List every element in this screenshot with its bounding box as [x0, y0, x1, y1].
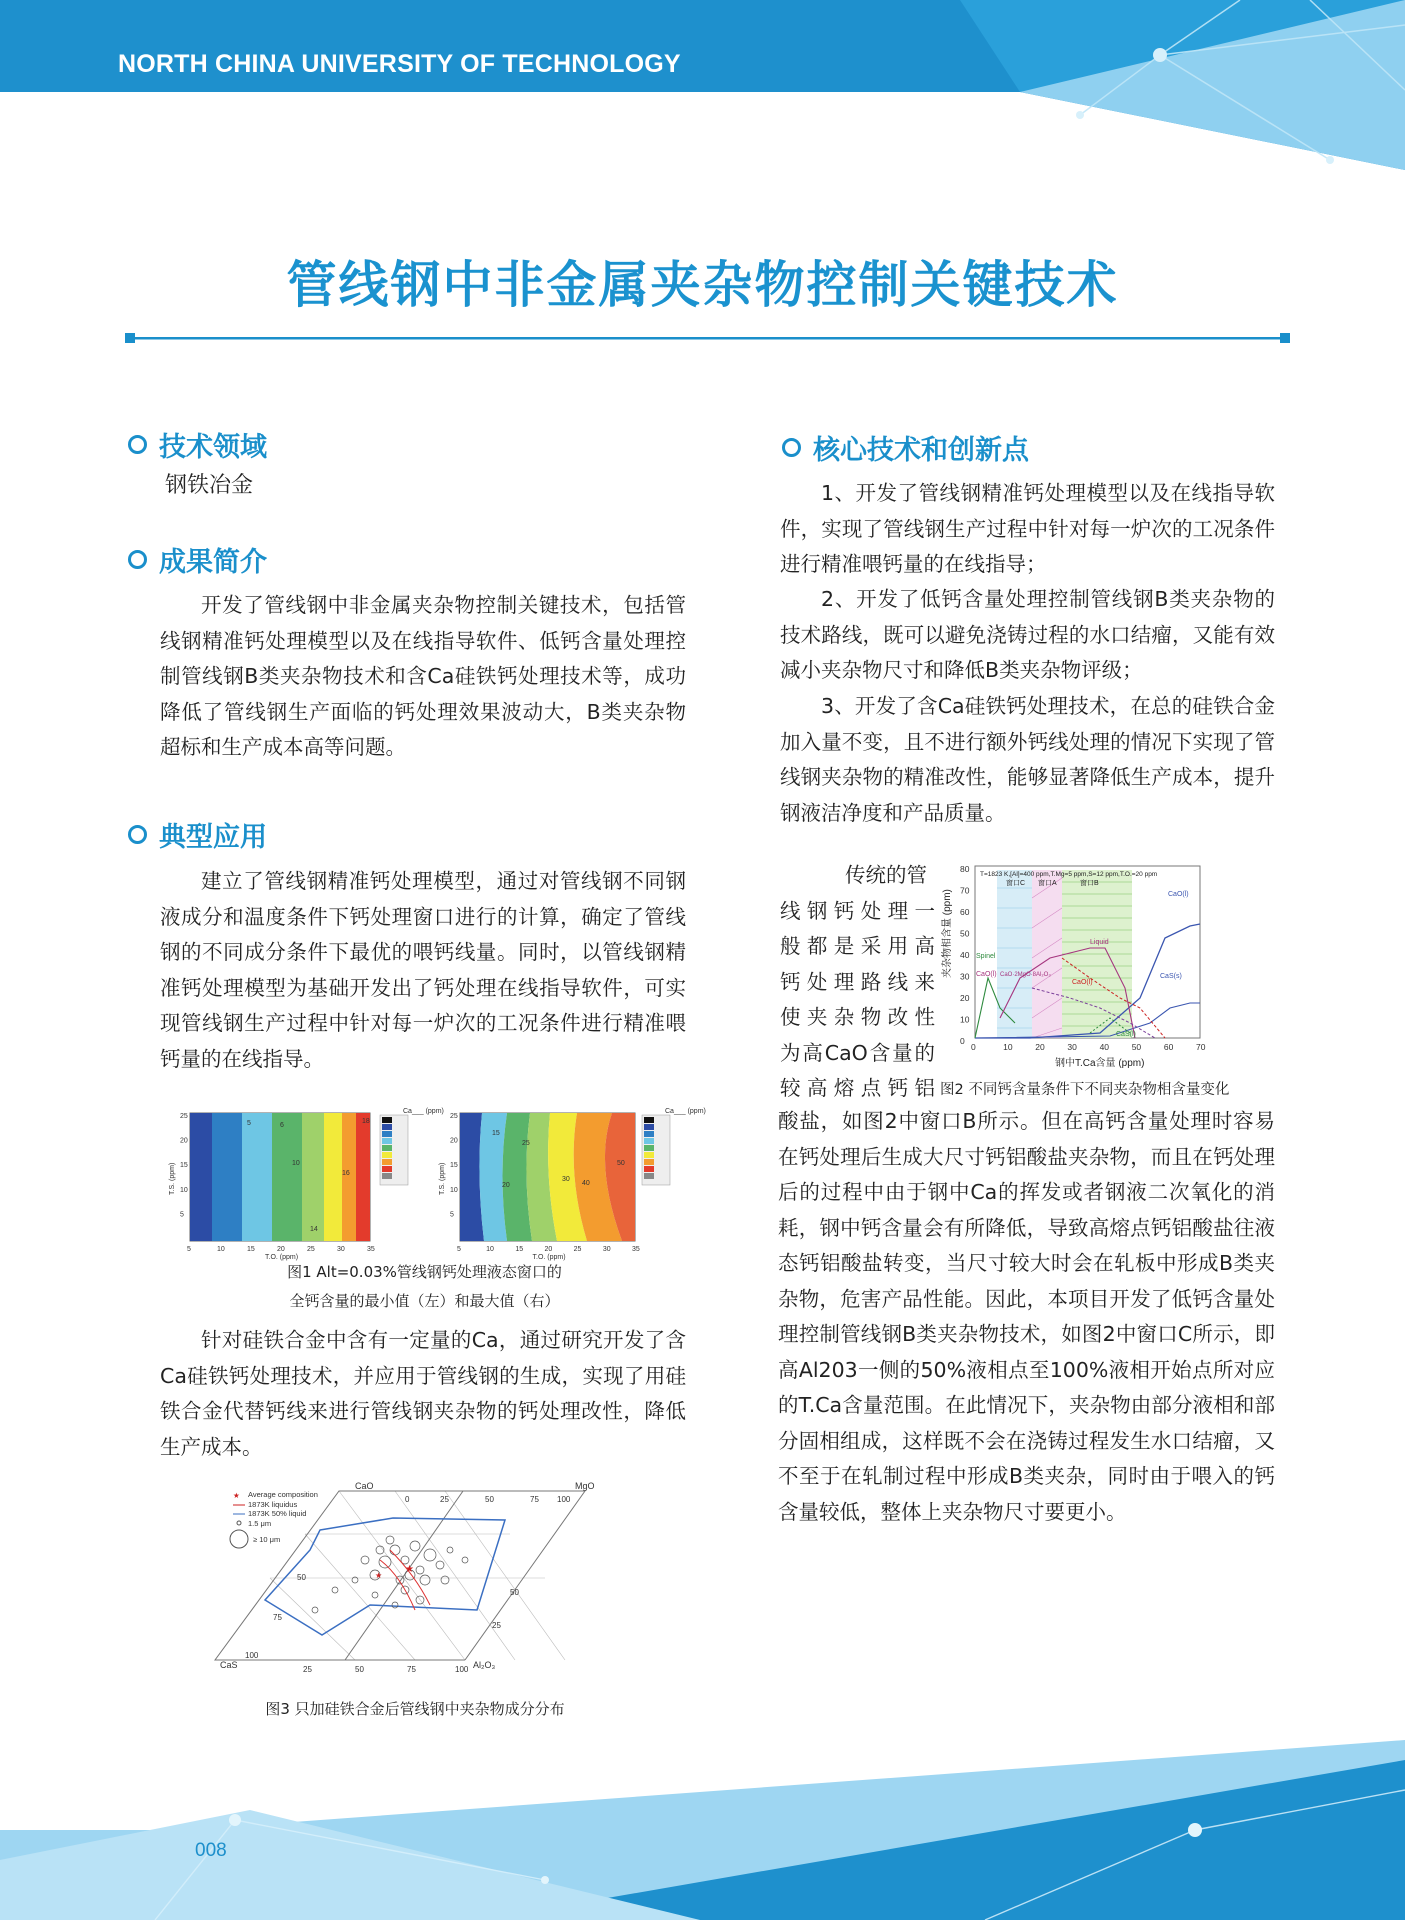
figure-1-contour-maps: [162, 1105, 706, 1261]
svg-text:★: ★: [375, 1571, 383, 1580]
svg-text:75: 75: [273, 1613, 282, 1622]
section-core-heading: 核心技术和创新点: [782, 428, 1029, 467]
svg-text:50: 50: [297, 1573, 306, 1582]
svg-text:100: 100: [455, 1665, 469, 1674]
svg-text:MgO: MgO: [575, 1481, 595, 1491]
circle-bullet-icon: [128, 550, 147, 569]
svg-text:CaO(l): CaO(l): [1072, 979, 1093, 986]
fig1-y-label: T.S. (ppm): [439, 1162, 446, 1195]
svg-text:75: 75: [530, 1495, 539, 1504]
fig1-y-tick: 10: [180, 1186, 188, 1194]
svg-text:CaO(l): CaO(l): [976, 971, 997, 978]
fig1-y-tick: 25: [450, 1112, 458, 1120]
header-band: [0, 0, 1405, 160]
fig1-left-contour-label: 16: [342, 1170, 350, 1177]
fig2-y-tick: 20: [960, 993, 970, 1003]
figure-3-ternary-diagram: [215, 1480, 615, 1675]
svg-text:25: 25: [303, 1665, 312, 1674]
fig2-x-tick: 70: [1196, 1042, 1206, 1052]
svg-text:1873K liquidus: 1873K liquidus: [248, 1500, 298, 1509]
fig1-x-tick: 25: [307, 1246, 315, 1253]
fig2-y-tick: 30: [960, 971, 970, 982]
figure-3-caption: 图3 只加硅铁合金后管线钢中夹杂物成分分布: [265, 1700, 565, 1718]
svg-text:★: ★: [233, 1491, 240, 1500]
fig2-y-tick: 50: [960, 928, 970, 939]
fig1-x-tick: 35: [632, 1246, 640, 1253]
header-university: NORTH CHINA UNIVERSITY OF TECHNOLOGY: [118, 50, 681, 78]
fig1-x-tick: 30: [602, 1246, 611, 1253]
section-field-heading: 技术领域: [128, 425, 267, 464]
fig1-x-label: T.O. (ppm): [532, 1254, 566, 1261]
field-text: 钢铁冶金: [165, 473, 254, 498]
section-application-heading: 典型应用: [128, 815, 267, 854]
core-paragraph-2: 2、开发了低钙含量处理控制管线钢B类夹杂物的技术路线，既可以避免浇铸过程的水口结瘤，又能有效减小夹杂物尺寸和降低B类夹杂物评级；: [780, 587, 1275, 682]
fig1-right-contour-label: 40: [582, 1180, 590, 1187]
svg-text:T=1823 K,[Al]=400 ppm,T.Mg=5 p: T=1823 K,[Al]=400 ppm,T.Mg=5 ppm,S=12 ppm,T.O.=20 ppm: [980, 871, 1158, 878]
fig2-x-tick: 40: [1099, 1042, 1110, 1052]
fig1-x-tick: 15: [515, 1246, 524, 1253]
fig2-x-tick: 20: [1035, 1042, 1045, 1052]
application-paragraph-2: 针对硅铁合金中含有一定量的Ca，通过研究开发了含Ca硅铁钙处理技术，并应用于管线钢的生成，实现了用硅铁合金代替钙线来进行管线钢夹杂物的钙处理改性，降低生产成本。: [160, 1328, 686, 1459]
figure-1-caption: 图1 Alt=0.03%管线钢钙处理液态窗口的 全钙含量的最小值（左）和最大值（右）: [287, 1263, 562, 1310]
svg-text:1873K 50% liquid: 1873K 50% liquid: [248, 1509, 307, 1518]
fig2-y-tick: 60: [960, 907, 970, 917]
section-summary-heading: 成果简介: [128, 540, 267, 579]
svg-text:窗口C: 窗口C: [1006, 880, 1026, 887]
svg-text:50: 50: [510, 1588, 519, 1597]
fig1-x-tick: 10: [217, 1246, 225, 1253]
svg-text:100: 100: [245, 1651, 259, 1660]
fig1-x-tick: 30: [337, 1246, 345, 1253]
svg-text:Al₂O₃: Al₂O₃: [473, 1660, 496, 1670]
fig1-right-contour-label: 30: [562, 1176, 570, 1183]
fig1-right-contour-label: 50: [617, 1160, 625, 1167]
fig1-left-contour-label: 10: [292, 1160, 300, 1167]
svg-text:CaS(s): CaS(s): [1160, 973, 1182, 980]
fig1-x-tick: 35: [367, 1246, 375, 1253]
fig1-left-contour-label: 6: [280, 1122, 284, 1129]
svg-text:夹杂物相含量 (ppm): 夹杂物相含量 (ppm): [942, 889, 953, 978]
core-paragraph-1: 1、开发了管线钢精准钙处理模型以及在线指导软件，实现了管线钢生产过程中针对每一炉次的工况条件进行精准喂钙量的在线指导；: [780, 481, 1275, 576]
figure-2-phase-chart: [940, 858, 1275, 1076]
circle-bullet-icon: [782, 438, 801, 457]
fig1-x-tick: 25: [573, 1246, 582, 1253]
core-paragraph-3: 3、开发了含Ca硅铁钙处理技术，在总的硅铁合金加入量不变，且不进行额外钙线处理的情况下实现了管线钢夹杂物的精准改性，能够显著降低生产成本，提升钢液洁净度和产品质量。: [780, 694, 1275, 825]
fig1-left-contour-label: 5: [247, 1120, 251, 1127]
svg-text:0: 0: [405, 1495, 410, 1504]
fig2-y-tick: 40: [960, 950, 970, 960]
fig1-left-panel: [190, 1113, 408, 1241]
page-title: 管线钢中非金属夹杂物控制关键技术: [286, 256, 1119, 314]
fig1-right-contour-label: 15: [492, 1130, 500, 1137]
fig1-left-contour-label: 14: [310, 1226, 318, 1233]
svg-text:1.5 μm: 1.5 μm: [248, 1519, 272, 1528]
circle-bullet-icon: [128, 825, 147, 844]
svg-text:≥ 10 μm: ≥ 10 μm: [253, 1535, 281, 1544]
fig1-y-label: T.S. (ppm): [169, 1162, 176, 1195]
circle-bullet-icon: [128, 435, 147, 454]
fig2-x-tick: 30: [1067, 1042, 1077, 1052]
figure-2-caption: 图2 不同钙含量条件下不同夹杂物相含量变化: [940, 1082, 1230, 1098]
fig1-y-tick: 10: [450, 1186, 458, 1194]
fig1-legend-title: Ca___ (ppm): [665, 1108, 706, 1115]
fig1-y-tick: 15: [450, 1162, 458, 1170]
application-paragraph-1: 建立了管线钢精准钙处理模型，通过对管线钢不同钢液成分和温度条件下钙处理窗口进行的计算，确定了管线钢的不同成分条件下最优的喂钙线量。同时，以管线钢精准钙处理模型为基础开发出了钙处理在线指导软件，可实现管线钢生产过程中针对每一炉次的工况条件进行精准喂钙量的在线指导。: [160, 869, 686, 1071]
svg-text:25: 25: [440, 1495, 449, 1504]
fig1-right-contour-label: 25: [522, 1140, 530, 1147]
svg-text:钢中T.Ca含量 (ppm): 钢中T.Ca含量 (ppm): [1055, 1058, 1145, 1069]
fig1-y-tick: 20: [450, 1137, 458, 1145]
summary-paragraph: 开发了管线钢中非金属夹杂物控制关键技术，包括管线钢精准钙处理模型以及在线指导软件、低钙含量处理控制管线钢B类夹杂物技术和含Ca硅铁钙处理技术等，成功降低了管线钢生产面临的钙处理效果波动大，B类夹杂物超标和生产成本高等问题。: [160, 593, 686, 759]
fig1-x-tick: 15: [247, 1246, 255, 1253]
svg-text:100: 100: [557, 1495, 571, 1504]
fig1-y-tick: 25: [180, 1112, 188, 1120]
fig1-x-tick: 10: [486, 1246, 494, 1253]
fig2-x-tick: 10: [1003, 1042, 1013, 1052]
fig1-x-tick: 20: [277, 1246, 285, 1253]
svg-text:CaO: CaO: [355, 1481, 374, 1491]
right-long-paragraph: 酸盐，如图2中窗口B所示。但在高钙含量处理时容易在钙处理后生成大尺寸钙铝酸盐夹杂物，而且在钙处理后的过程中由于钢中Ca的挥发或者钢液二次氧化的消耗，钢中钙含量会有所降低，导致高熔点钙铝酸盐往液态钙铝酸盐转变，当尺寸较大时会在轧板中形成B类夹杂物，危害产品性能。因此，本项目开发了低钙含量处理控制管线钢B类夹杂物技术，如图2中窗口C所示，即高Al203一侧的50%液相点至100%液相开始点所对应的T.Ca含量范围。在此情况下，夹杂物由部分液相和部分固相组成，这样既不会在浇铸过程发生水口结瘤，又不至于在轧制过程中形成B类夹杂，同时由于喂入的钙含量较低，整体上夹杂物尺寸要更小。: [778, 1109, 1275, 1524]
svg-text:75: 75: [407, 1665, 416, 1674]
wrap-text-block: 传统的管 线钢钙处理一 般都是采用高 钙处理路线来 使夹杂物改性 为高CaO含量的 较高熔点钙铝: [780, 863, 935, 1100]
svg-text:CaO·2MgO·8Al₂O₃: CaO·2MgO·8Al₂O₃: [1000, 972, 1051, 978]
svg-text:窗口B: 窗口B: [1080, 880, 1099, 887]
fig2-y-tick: 70: [960, 885, 970, 896]
svg-text:Average composition: Average composition: [248, 1490, 318, 1499]
fig1-x-label: T.O. (ppm): [265, 1254, 299, 1261]
fig2-y-tick: 0: [960, 1036, 965, 1046]
page-number: 008: [195, 1840, 227, 1861]
fig1-x-tick: 5: [457, 1246, 461, 1253]
fig1-y-tick: 20: [180, 1137, 188, 1145]
svg-text:窗口A: 窗口A: [1038, 880, 1057, 887]
fig1-right-contour-label: 20: [502, 1182, 510, 1189]
fig2-y-tick: 10: [960, 1014, 970, 1025]
fig2-x-tick: 50: [1131, 1042, 1142, 1052]
fig2-x-tick: 60: [1163, 1042, 1174, 1052]
title-rule: [125, 333, 1290, 343]
fig1-x-tick: 20: [544, 1246, 553, 1253]
svg-text:25: 25: [492, 1621, 501, 1630]
fig1-left-contour-label: 18: [362, 1118, 370, 1125]
svg-text:50: 50: [485, 1495, 494, 1504]
fig2-x-tick: 0: [971, 1042, 976, 1052]
svg-text:50: 50: [355, 1665, 364, 1674]
svg-text:CaO(l): CaO(l): [1168, 891, 1189, 898]
fig1-y-tick: 5: [180, 1211, 184, 1219]
fig1-y-tick: 15: [180, 1162, 188, 1170]
svg-text:Liquid: Liquid: [1090, 939, 1109, 946]
footer-band: [0, 1740, 1405, 1920]
svg-text:CaS: CaS: [220, 1660, 238, 1670]
svg-text:Spinel: Spinel: [976, 953, 996, 960]
fig1-legend-title: Ca___ (ppm): [403, 1108, 444, 1115]
svg-text:★: ★: [405, 1564, 414, 1575]
svg-text:CaS(l): CaS(l): [1116, 1031, 1136, 1038]
fig1-x-tick: 5: [187, 1246, 191, 1253]
fig2-y-tick: 80: [960, 864, 970, 874]
fig1-y-tick: 5: [450, 1211, 454, 1219]
